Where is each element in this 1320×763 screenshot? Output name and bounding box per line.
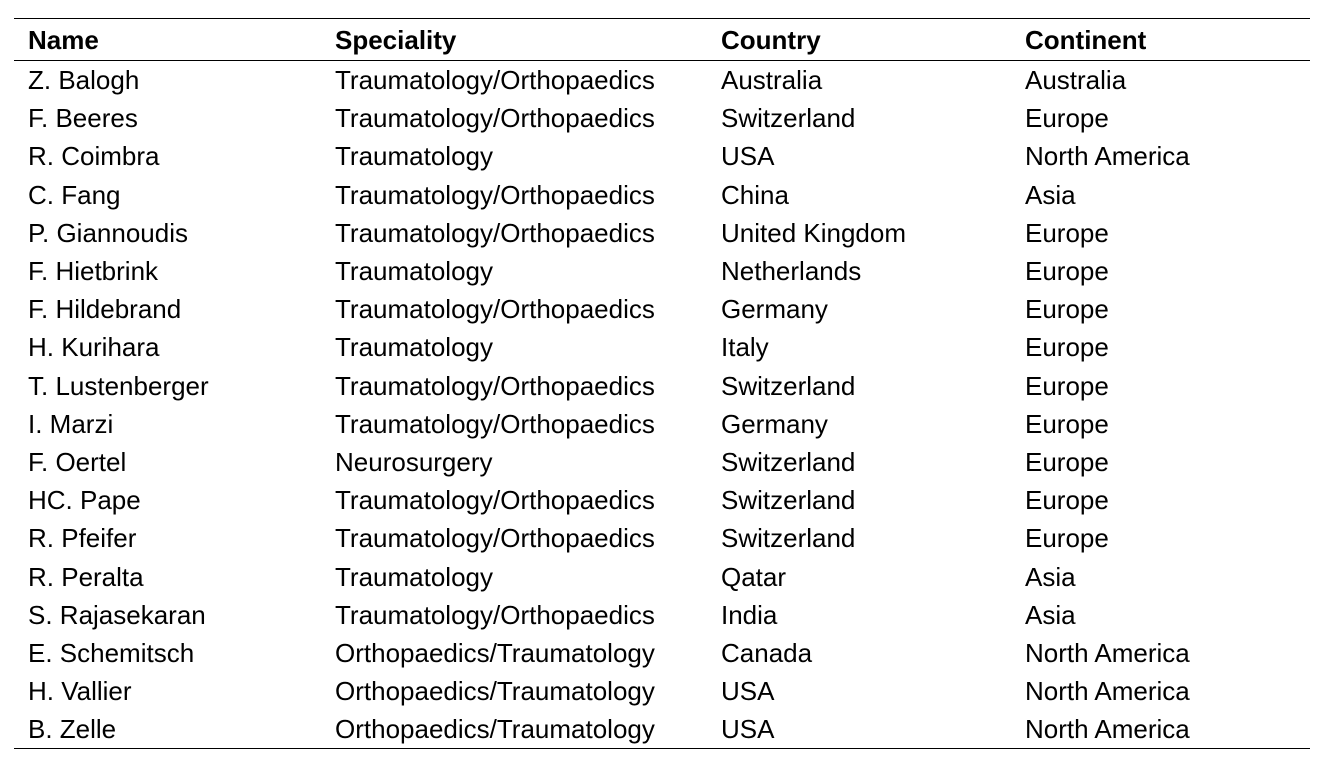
table-row (14, 443, 1310, 481)
table-row (14, 557, 1310, 595)
cell-continent: Europe (1025, 256, 1109, 287)
cell-country: Switzerland (721, 523, 856, 554)
cell-continent: Europe (1025, 217, 1109, 248)
cell-country: Switzerland (721, 103, 856, 134)
cell-name: F. Beeres (28, 103, 138, 134)
cell-country: Australia (721, 65, 823, 96)
cell-continent: North America (1025, 141, 1190, 172)
cell-continent: Europe (1025, 370, 1109, 401)
cell-speciality: Traumatology/Orthopaedics (335, 485, 655, 516)
table-row (14, 519, 1310, 557)
cell-country: Qatar (721, 561, 787, 592)
cell-name: F. Oertel (28, 446, 127, 477)
cell-name: R. Coimbra (28, 141, 160, 172)
experts-table (14, 18, 1310, 749)
cell-speciality: Traumatology (335, 141, 493, 172)
table-row (14, 252, 1310, 290)
cell-name: R. Peralta (28, 561, 144, 592)
experts-table-container (14, 18, 1310, 749)
table-row (14, 596, 1310, 634)
header-speciality: Speciality (335, 25, 457, 55)
cell-continent: North America (1025, 714, 1190, 745)
cell-name: R. Pfeifer (28, 523, 137, 554)
cell-continent: Australia (1025, 65, 1127, 96)
cell-name: B. Zelle (28, 714, 117, 745)
cell-speciality: Traumatology (335, 332, 493, 363)
table-row (14, 61, 1310, 100)
table-header (14, 19, 1310, 61)
cell-continent: Europe (1025, 523, 1109, 554)
cell-name: H. Kurihara (28, 332, 160, 363)
cell-speciality: Traumatology (335, 561, 493, 592)
cell-country: USA (721, 714, 775, 745)
cell-speciality: Neurosurgery (335, 446, 493, 477)
table-row (14, 367, 1310, 405)
cell-speciality: Traumatology/Orthopaedics (335, 103, 655, 134)
table-row (14, 290, 1310, 328)
cell-country: Netherlands (721, 256, 862, 287)
cell-country: Canada (721, 637, 813, 668)
cell-speciality: Orthopaedics/Traumatology (335, 676, 655, 707)
cell-name: E. Schemitsch (28, 637, 195, 668)
cell-continent: Europe (1025, 485, 1109, 516)
cell-name: C. Fang (28, 179, 121, 210)
cell-continent: Asia (1025, 599, 1076, 630)
cell-speciality: Traumatology/Orthopaedics (335, 370, 655, 401)
cell-continent: Europe (1025, 294, 1109, 325)
table-row (14, 634, 1310, 672)
cell-continent: Europe (1025, 446, 1109, 477)
table-row (14, 405, 1310, 443)
cell-continent: Europe (1025, 103, 1109, 134)
cell-speciality: Traumatology/Orthopaedics (335, 523, 655, 554)
cell-name: S. Rajasekaran (28, 599, 206, 630)
cell-speciality: Traumatology/Orthopaedics (335, 599, 655, 630)
cell-continent: North America (1025, 676, 1190, 707)
table-row (14, 99, 1310, 137)
cell-country: Switzerland (721, 485, 856, 516)
cell-country: India (721, 599, 778, 630)
cell-name: H. Vallier (28, 676, 132, 707)
cell-continent: Europe (1025, 332, 1109, 363)
cell-name: F. Hietbrink (28, 256, 159, 287)
table-row (14, 214, 1310, 252)
cell-name: Z. Balogh (28, 65, 140, 96)
cell-country: China (721, 179, 789, 210)
cell-speciality: Traumatology/Orthopaedics (335, 179, 655, 210)
table-row (14, 481, 1310, 519)
cell-country: Germany (721, 294, 828, 325)
cell-name: I. Marzi (28, 408, 114, 439)
cell-speciality: Traumatology/Orthopaedics (335, 294, 655, 325)
cell-name: T. Lustenberger (28, 370, 209, 401)
header-name: Name (28, 25, 99, 55)
table-row (14, 137, 1310, 175)
header-continent: Continent (1025, 25, 1147, 55)
cell-country: Germany (721, 408, 828, 439)
cell-speciality: Traumatology/Orthopaedics (335, 65, 655, 96)
header-country: Country (721, 25, 821, 55)
cell-country: Italy (721, 332, 769, 363)
table-row (14, 176, 1310, 214)
table-row (14, 672, 1310, 710)
cell-name: F. Hildebrand (28, 294, 182, 325)
table-row (14, 328, 1310, 366)
header-row (14, 19, 1310, 61)
cell-name: P. Giannoudis (28, 217, 188, 248)
cell-continent: North America (1025, 637, 1190, 668)
cell-country: Switzerland (721, 446, 856, 477)
cell-country: USA (721, 676, 775, 707)
table-body (14, 61, 1310, 749)
cell-name: HC. Pape (28, 485, 141, 516)
cell-country: USA (721, 141, 775, 172)
cell-continent: Europe (1025, 408, 1109, 439)
cell-country: Switzerland (721, 370, 856, 401)
cell-speciality: Traumatology (335, 256, 493, 287)
cell-continent: Asia (1025, 561, 1076, 592)
cell-country: United Kingdom (721, 217, 906, 248)
cell-speciality: Orthopaedics/Traumatology (335, 714, 655, 745)
cell-speciality: Traumatology/Orthopaedics (335, 217, 655, 248)
cell-continent: Asia (1025, 179, 1076, 210)
cell-speciality: Traumatology/Orthopaedics (335, 408, 655, 439)
cell-speciality: Orthopaedics/Traumatology (335, 637, 655, 668)
table-row (14, 710, 1310, 749)
